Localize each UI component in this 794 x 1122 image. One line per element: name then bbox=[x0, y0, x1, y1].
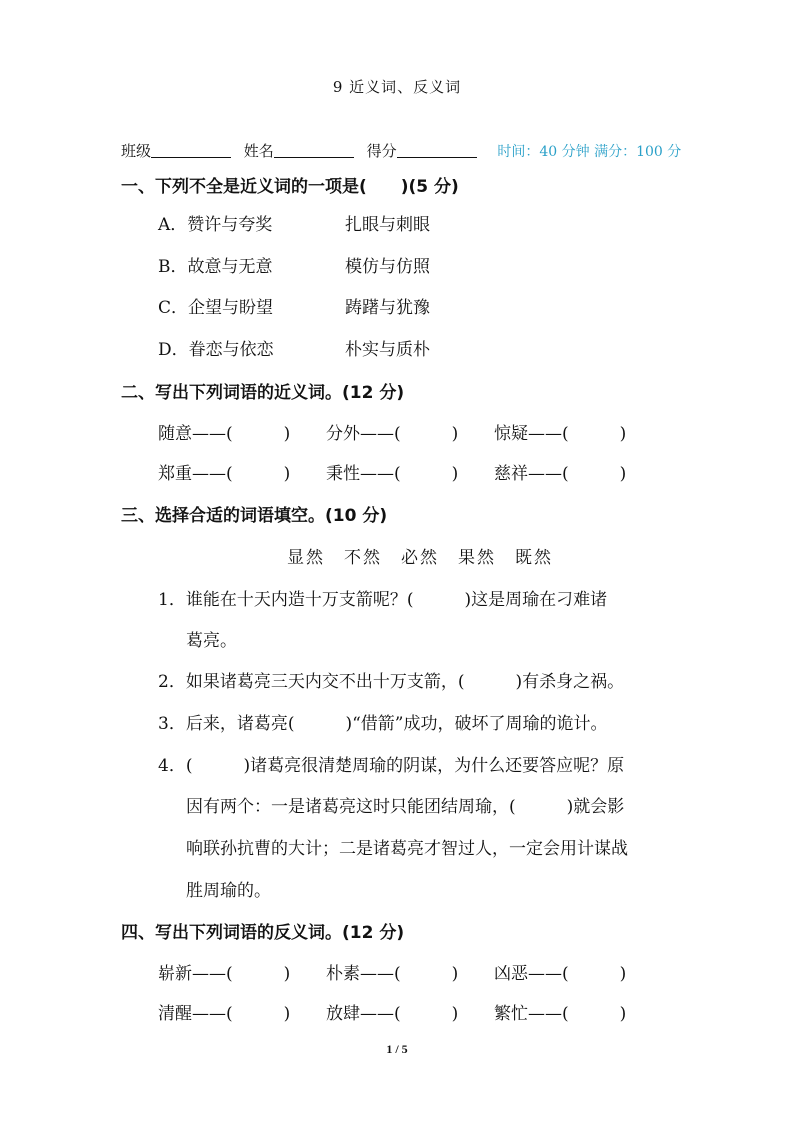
fill-item-1-cont: 葛亮。 bbox=[186, 631, 237, 651]
antonym-item: 朴素——( ) bbox=[326, 964, 459, 984]
synonym-item: 郑重——( ) bbox=[158, 464, 291, 484]
synonym-item: 惊疑——( ) bbox=[494, 424, 627, 444]
score-blank bbox=[397, 143, 477, 158]
antonym-item: 清醒——( ) bbox=[158, 1004, 291, 1024]
fill-item-4-cont3: 胜周瑜的。 bbox=[186, 881, 271, 901]
antonym-item: 凶恶——( ) bbox=[494, 964, 627, 984]
option-d-pair: 朴实与质朴 bbox=[345, 340, 430, 360]
fill-item-4-cont2: 响联孙抗曹的大计；二是诸葛亮才智过人，一定会用计谋战 bbox=[186, 839, 628, 859]
antonym-item: 放肆——( ) bbox=[326, 1004, 459, 1024]
section1-heading: 一、下列不全是近义词的一项是( )(5 分) bbox=[121, 177, 459, 197]
page-title: 9 近义词、反义词 bbox=[332, 78, 462, 96]
option-b-pair: 模仿与仿照 bbox=[345, 257, 430, 277]
class-blank bbox=[151, 143, 231, 158]
page-number: 1 / 5 bbox=[386, 1042, 408, 1056]
synonym-item: 秉性——( ) bbox=[326, 464, 459, 484]
option-a-pair: 扎眼与刺眼 bbox=[345, 215, 430, 235]
antonym-item: 崭新——( ) bbox=[158, 964, 291, 984]
section3-heading: 三、选择合适的词语填空。(10 分) bbox=[121, 506, 388, 526]
section2-heading: 二、写出下列词语的近义词。(12 分) bbox=[121, 383, 405, 403]
synonym-item: 随意——( ) bbox=[158, 424, 291, 444]
fill-item-4: 4．( )诸葛亮很清楚周瑜的阴谋，为什么还要答应呢？原 bbox=[158, 756, 625, 776]
student-info-row bbox=[121, 140, 681, 161]
fill-item-1: 1．谁能在十天内造十万支箭呢？( )这是周瑜在刁难诸 bbox=[158, 590, 608, 610]
name-label: 姓名 bbox=[243, 142, 274, 160]
score-label: 得分 bbox=[366, 142, 397, 160]
fill-item-3: 3．后来，诸葛亮( )“借箭”成功，破坏了周瑜的诡计。 bbox=[158, 714, 608, 734]
word-bank: 显然 不然 必然 果然 既然 bbox=[287, 548, 553, 568]
fill-item-2: 2．如果诸葛亮三天内交不出十万支箭，( )有杀身之祸。 bbox=[158, 672, 625, 692]
option-c-pair: 踌躇与犹豫 bbox=[345, 298, 430, 318]
option-b-label: B．故意与无意 bbox=[158, 257, 273, 277]
synonym-item: 慈祥——( ) bbox=[494, 464, 627, 484]
time-info: 时间：40 分钟 满分：100 分 bbox=[497, 144, 682, 160]
option-a-label: A．赞许与夸奖 bbox=[158, 215, 273, 235]
antonym-item: 繁忙——( ) bbox=[494, 1004, 627, 1024]
name-blank bbox=[274, 143, 354, 158]
fill-item-4-cont1: 因有两个：一是诸葛亮这时只能团结周瑜，( )就会影 bbox=[186, 797, 625, 817]
section4-heading: 四、写出下列词语的反义词。(12 分) bbox=[121, 923, 405, 943]
option-d-label: D．眷恋与依恋 bbox=[158, 340, 274, 360]
class-label: 班级 bbox=[121, 142, 152, 160]
option-c-label: C．企望与盼望 bbox=[158, 298, 274, 318]
synonym-item: 分外——( ) bbox=[326, 424, 459, 444]
